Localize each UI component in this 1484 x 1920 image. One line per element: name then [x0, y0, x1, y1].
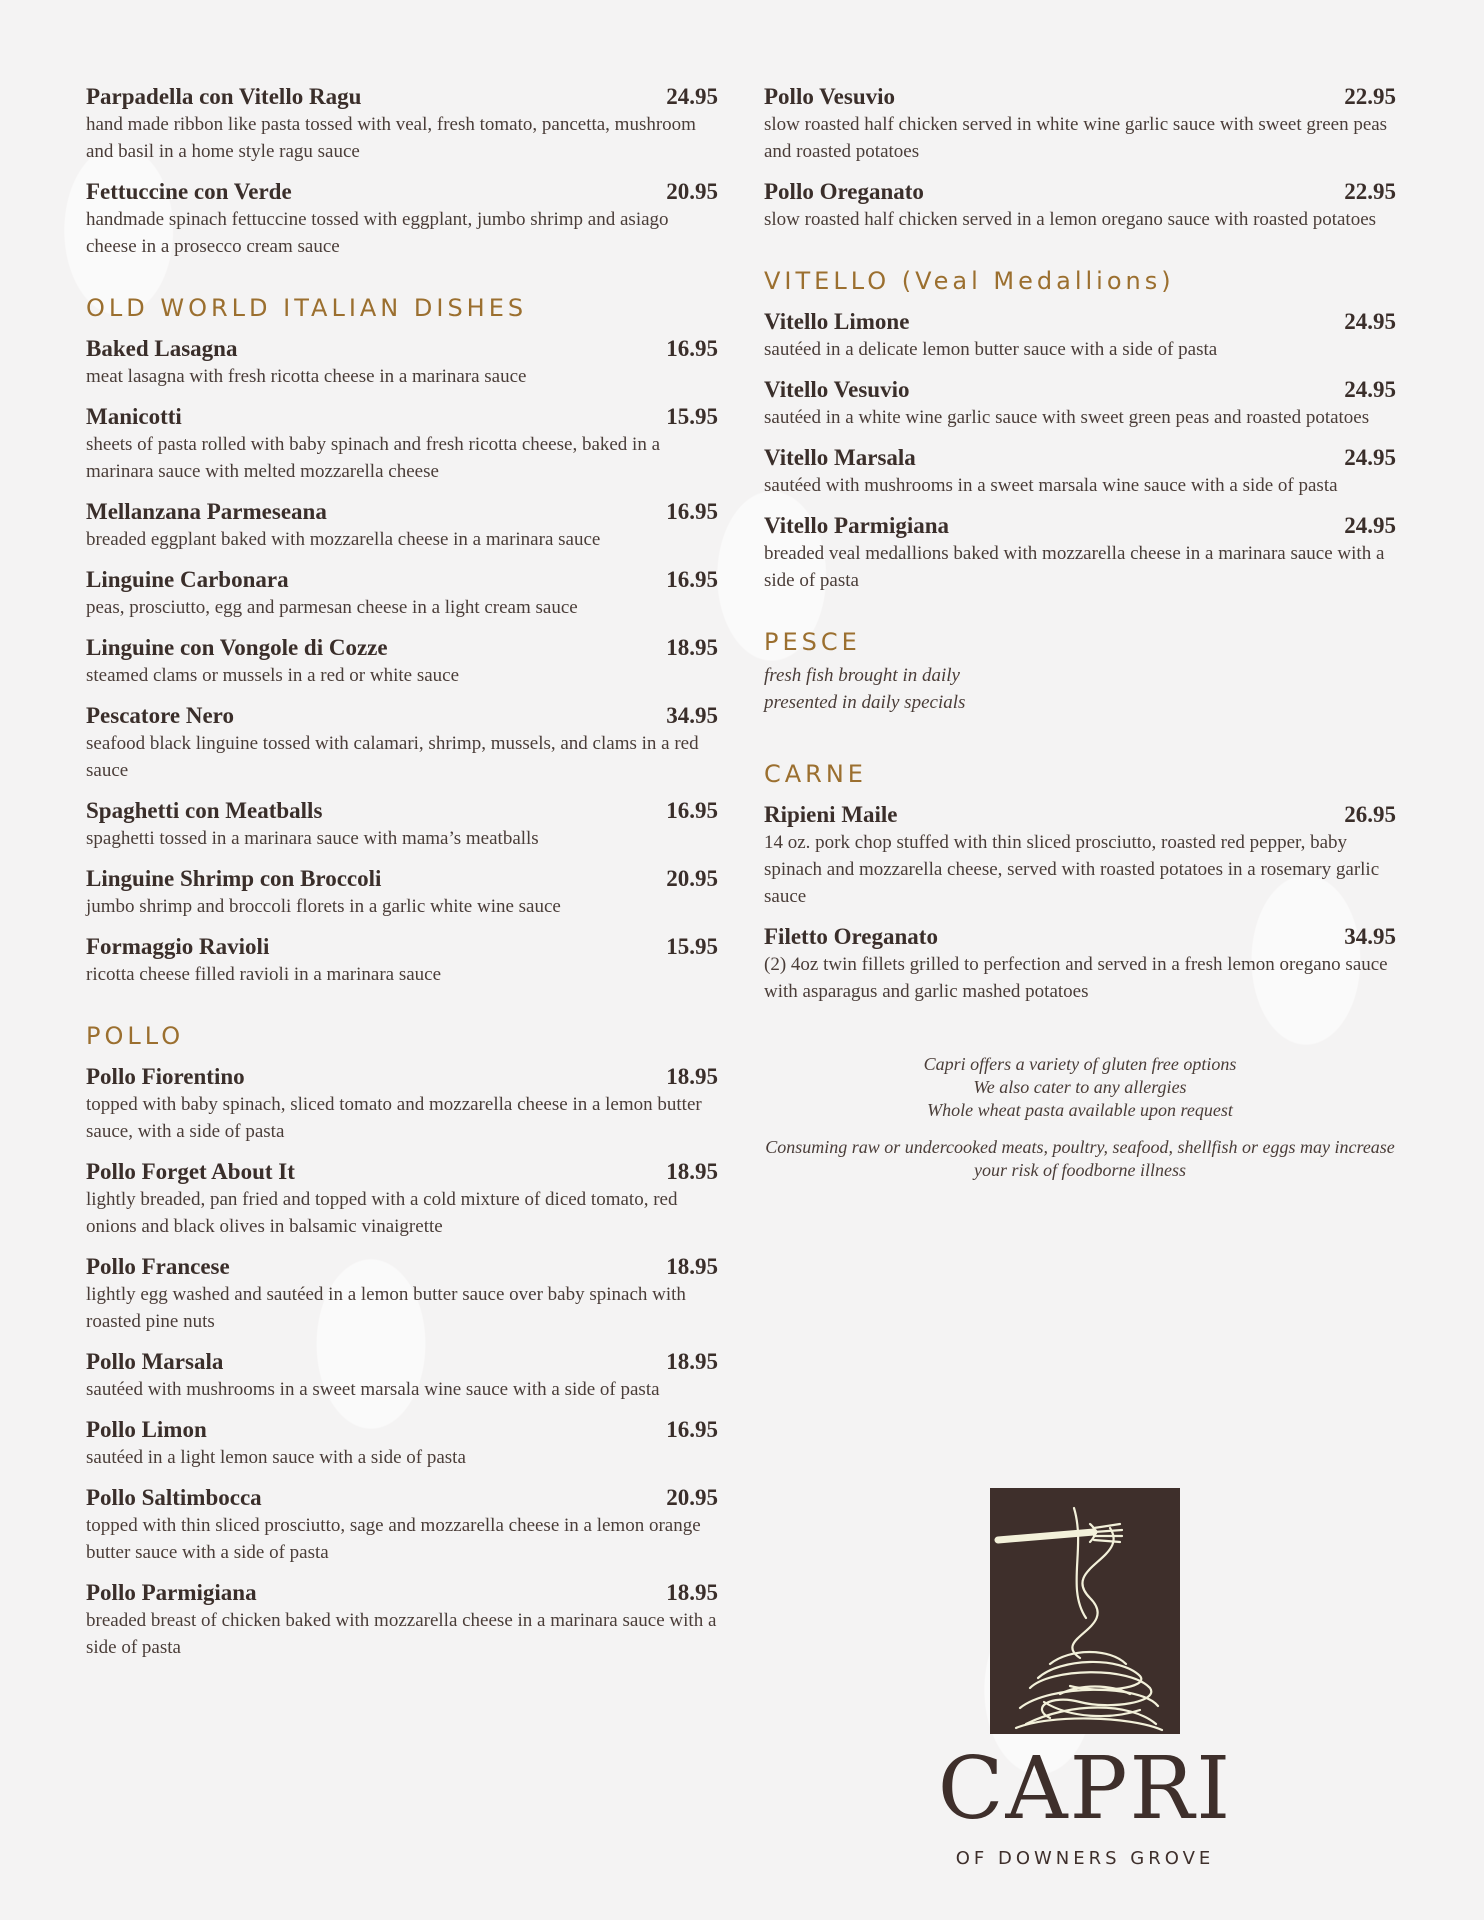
item-name: Pescatore Nero — [86, 703, 234, 728]
menu-item — [86, 1417, 718, 1471]
item-price: 24.95 — [1344, 445, 1396, 470]
item-price: 20.95 — [666, 1485, 718, 1510]
menu-notes — [764, 1053, 1396, 1182]
item-price: 24.95 — [666, 84, 718, 109]
item-description: breaded veal medallions baked with mozzarella cheese in a marinara sauce with a side of pasta — [764, 543, 1385, 591]
item-description: jumbo shrimp and broccoli florets in a garlic white wine sauce — [86, 896, 561, 917]
item-name: Mellanzana Parmeseana — [86, 499, 327, 524]
item-price: 18.95 — [666, 1580, 718, 1605]
item-price: 15.95 — [666, 404, 718, 429]
item-description: sautéed in a white wine garlic sauce with sweet green peas and roasted potatoes — [764, 407, 1370, 428]
item-name: Vitello Vesuvio — [764, 377, 910, 402]
item-description: breaded eggplant baked with mozzarella cheese in a marinara sauce — [86, 529, 601, 550]
item-description: lightly egg washed and sautéed in a lemon butter sauce over baby spinach with roasted pine nuts — [86, 1284, 686, 1332]
item-name: Vitello Limone — [764, 309, 910, 334]
section-title-carne: CARNE — [764, 760, 867, 788]
item-description: slow roasted half chicken served in white wine garlic sauce with sweet green peas and roasted potatoes — [764, 114, 1388, 162]
note-line: We also cater to any allergies — [973, 1077, 1187, 1097]
menu-column-left — [86, 84, 718, 1675]
menu-item — [86, 866, 718, 920]
item-name: Pollo Francese — [86, 1254, 230, 1279]
item-description: (2) 4oz twin fillets grilled to perfection and served in a fresh lemon oregano sauce with asparagus and garlic mashed potatoes — [764, 954, 1388, 1002]
item-name: Formaggio Ravioli — [86, 934, 270, 959]
section-title-vitello: VITELLO (Veal Medallions) — [764, 267, 1175, 295]
item-name: Linguine Shrimp con Broccoli — [86, 866, 382, 891]
item-description: topped with baby spinach, sliced tomato and mozzarella cheese in a lemon butter sauce, with a side of pasta — [86, 1094, 702, 1142]
item-price: 16.95 — [666, 499, 718, 524]
item-price: 16.95 — [666, 1417, 718, 1442]
item-price: 24.95 — [1344, 309, 1396, 334]
item-name: Pollo Fiorentino — [86, 1064, 245, 1089]
section-note: presented in daily specials — [764, 692, 966, 713]
menu-item — [86, 703, 718, 784]
item-name: Pollo Forget About It — [86, 1159, 295, 1184]
item-description: meat lasagna with fresh ricotta cheese in a marinara sauce — [86, 366, 527, 387]
menu-item — [764, 309, 1396, 363]
item-price: 22.95 — [1344, 179, 1396, 204]
item-price: 20.95 — [666, 179, 718, 204]
item-name: Ripieni Maile — [764, 802, 898, 827]
menu-item — [86, 798, 718, 852]
item-price: 16.95 — [666, 567, 718, 592]
item-description: handmade spinach fettuccine tossed with eggplant, jumbo shrimp and asiago cheese in a prosecco cream sauce — [86, 209, 669, 257]
item-description: 14 oz. pork chop stuffed with thin sliced prosciutto, roasted red pepper, baby spinach and mozzarella cheese, served with roasted potatoes in a rosemary garlic sauce — [764, 832, 1380, 907]
note-line: Capri offers a variety of gluten free options — [923, 1054, 1237, 1074]
item-description: hand made ribbon like pasta tossed with veal, fresh tomato, pancetta, mushroom and basil in a home style ragu sauce — [86, 114, 696, 162]
item-price: 18.95 — [666, 1254, 718, 1279]
menu-item — [764, 179, 1396, 233]
item-price: 15.95 — [666, 934, 718, 959]
menu-item — [86, 1580, 718, 1661]
menu-item — [764, 924, 1396, 1005]
menu-item — [86, 84, 718, 165]
note-line: Whole wheat pasta available upon request — [927, 1100, 1233, 1120]
item-price: 16.95 — [666, 336, 718, 361]
item-price: 22.95 — [1344, 84, 1396, 109]
menu-item — [86, 1349, 718, 1403]
menu-item — [86, 1485, 718, 1566]
item-name: Pollo Marsala — [86, 1349, 224, 1374]
menu-item — [86, 1254, 718, 1335]
item-name: Baked Lasagna — [86, 336, 238, 361]
item-price: 18.95 — [666, 1159, 718, 1184]
item-description: sautéed in a light lemon sauce with a side of pasta — [86, 1447, 466, 1468]
item-name: Fettuccine con Verde — [86, 179, 292, 204]
menu-item — [764, 377, 1396, 431]
item-name: Pollo Parmigiana — [86, 1580, 257, 1605]
item-name: Filetto Oreganato — [764, 924, 938, 949]
item-description: slow roasted half chicken served in a lemon oregano sauce with roasted potatoes — [764, 209, 1377, 230]
item-description: spaghetti tossed in a marinara sauce with mama’s meatballs — [86, 828, 539, 849]
item-price: 24.95 — [1344, 513, 1396, 538]
item-name: Vitello Parmigiana — [764, 513, 950, 538]
item-price: 20.95 — [666, 866, 718, 891]
item-description: breaded breast of chicken baked with mozzarella cheese in a marinara sauce with a side of pasta — [86, 1610, 717, 1658]
item-price: 16.95 — [666, 798, 718, 823]
item-name: Pollo Oreganato — [764, 179, 924, 204]
menu-item — [764, 445, 1396, 499]
item-description: topped with thin sliced prosciutto, sage and mozzarella cheese in a lemon orange butter sauce with a side of pasta — [86, 1515, 701, 1563]
item-price: 24.95 — [1344, 377, 1396, 402]
menu-item — [86, 934, 718, 988]
item-description: sautéed in a delicate lemon butter sauce with a side of pasta — [764, 339, 1218, 360]
item-description: ricotta cheese filled ravioli in a marinara sauce — [86, 964, 442, 985]
item-name: Spaghetti con Meatballs — [86, 798, 323, 823]
item-description: sautéed with mushrooms in a sweet marsala wine sauce with a side of pasta — [764, 475, 1338, 496]
menu-item — [764, 513, 1396, 594]
menu-column-right — [764, 84, 1396, 1196]
menu-item — [764, 802, 1396, 910]
item-description: sautéed with mushrooms in a sweet marsala wine sauce with a side of pasta — [86, 1379, 660, 1400]
item-name: Linguine con Vongole di Cozze — [86, 635, 388, 660]
menu-item — [86, 635, 718, 689]
item-price: 18.95 — [666, 1349, 718, 1374]
brand-logo-wordmark: CAPRI — [937, 1739, 1233, 1839]
item-name: Parpadella con Vitello Ragu — [86, 84, 362, 109]
food-safety-warning: Consuming raw or undercooked meats, poultry, seafood, shellfish or eggs may increase your risk of foodborne illness — [765, 1137, 1395, 1180]
item-name: Manicotti — [86, 404, 182, 429]
item-price: 34.95 — [666, 703, 718, 728]
item-description: sheets of pasta rolled with baby spinach and fresh ricotta cheese, baked in a marinara sauce with melted mozzarella cheese — [86, 434, 661, 482]
brand-logo-subtitle: OF DOWNERS GROVE — [955, 1848, 1215, 1869]
item-price: 34.95 — [1344, 924, 1396, 949]
item-name: Linguine Carbonara — [86, 567, 289, 592]
item-name: Vitello Marsala — [764, 445, 916, 470]
menu-item — [86, 499, 718, 553]
menu-item — [86, 567, 718, 621]
item-price: 18.95 — [666, 635, 718, 660]
item-name: Pollo Vesuvio — [764, 84, 896, 109]
item-name: Pollo Saltimbocca — [86, 1485, 262, 1510]
section-title-old-world: OLD WORLD ITALIAN DISHES — [86, 294, 528, 322]
item-price: 18.95 — [666, 1064, 718, 1089]
item-description: peas, prosciutto, egg and parmesan cheese in a light cream sauce — [86, 597, 578, 618]
item-description: steamed clams or mussels in a red or white sauce — [86, 665, 460, 686]
menu-item — [764, 84, 1396, 165]
section-note: fresh fish brought in daily — [764, 665, 960, 686]
menu-item — [86, 336, 718, 390]
section-title-pollo: POLLO — [86, 1022, 185, 1050]
menu-item — [86, 1064, 718, 1145]
section-title-pesce: PESCE — [764, 628, 861, 656]
item-price: 26.95 — [1344, 802, 1396, 827]
item-name: Pollo Limon — [86, 1417, 207, 1442]
fork-pasta-icon — [990, 1488, 1180, 1734]
menu-item — [86, 1159, 718, 1240]
item-description: seafood black linguine tossed with calamari, shrimp, mussels, and clams in a red sauce — [86, 733, 699, 781]
menu-item — [86, 404, 718, 485]
item-description: lightly breaded, pan fried and topped with a cold mixture of diced tomato, red onions and black olives in balsamic vinaigrette — [86, 1189, 678, 1237]
menu-item — [86, 179, 718, 260]
